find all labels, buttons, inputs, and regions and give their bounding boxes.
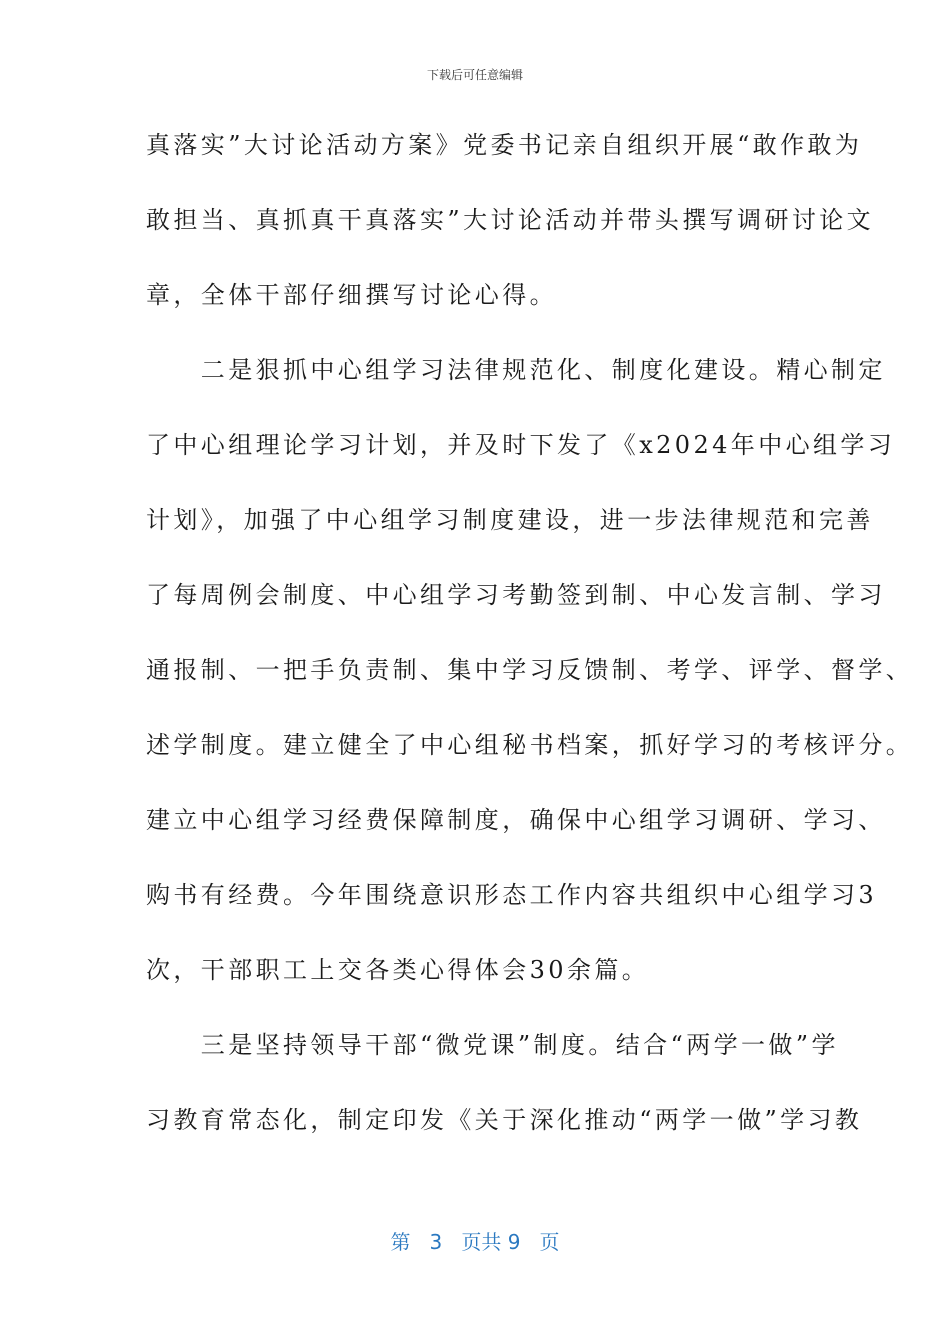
page-footer [0,1226,950,1255]
body-line: 了每周例会制度、中心组学习考勤签到制、中心发言制、学习 [146,581,886,609]
end-label: 页 [539,1230,560,1254]
page-label: 第 [390,1230,411,1254]
body-line: 建立中心组学习经费保障制度，确保中心组学习调研、学习、 [146,806,886,834]
body-line: 真落实”大讨论活动方案》党委书记亲自组织开展“敢作敢为 [146,131,863,159]
body-line: 购书有经费。今年围绕意识形态工作内容共组织中心组学习3 [146,881,878,909]
body-line: 三是坚持领导干部“微党课”制度。结合“两学一做”学 [146,1031,839,1059]
body-line: 次，干部职工上交各类心得体会30余篇。 [146,956,650,984]
current-page-number: 3 [429,1230,443,1254]
body-line: 章，全体干部仔细撰写讨论心得。 [146,281,557,309]
page-header: 下载后可任意编辑 [426,68,523,82]
body-line: 通报制、一把手负责制、集中学习反馈制、考学、评学、督学、 [146,656,914,684]
total-label: 页共 [461,1230,502,1254]
total-pages-number: 9 [507,1230,521,1254]
body-line: 了中心组理论学习计划，并及时下发了《x2024年中心组学习 [146,431,896,459]
body-line: 述学制度。建立健全了中心组秘书档案，抓好学习的考核评分。 [146,731,914,759]
body-line: 敢担当、真抓真干真落实”大讨论活动并带头撰写调研讨论文 [146,206,875,234]
body-line: 计划》，加强了中心组学习制度建设，进一步法律规范和完善 [146,506,874,534]
body-line: 习教育常态化，制定印发《关于深化推动“两学一做”学习教 [146,1106,863,1134]
body-line: 二是狠抓中心组学习法律规范化、制度化建设。精心制定 [146,356,886,384]
